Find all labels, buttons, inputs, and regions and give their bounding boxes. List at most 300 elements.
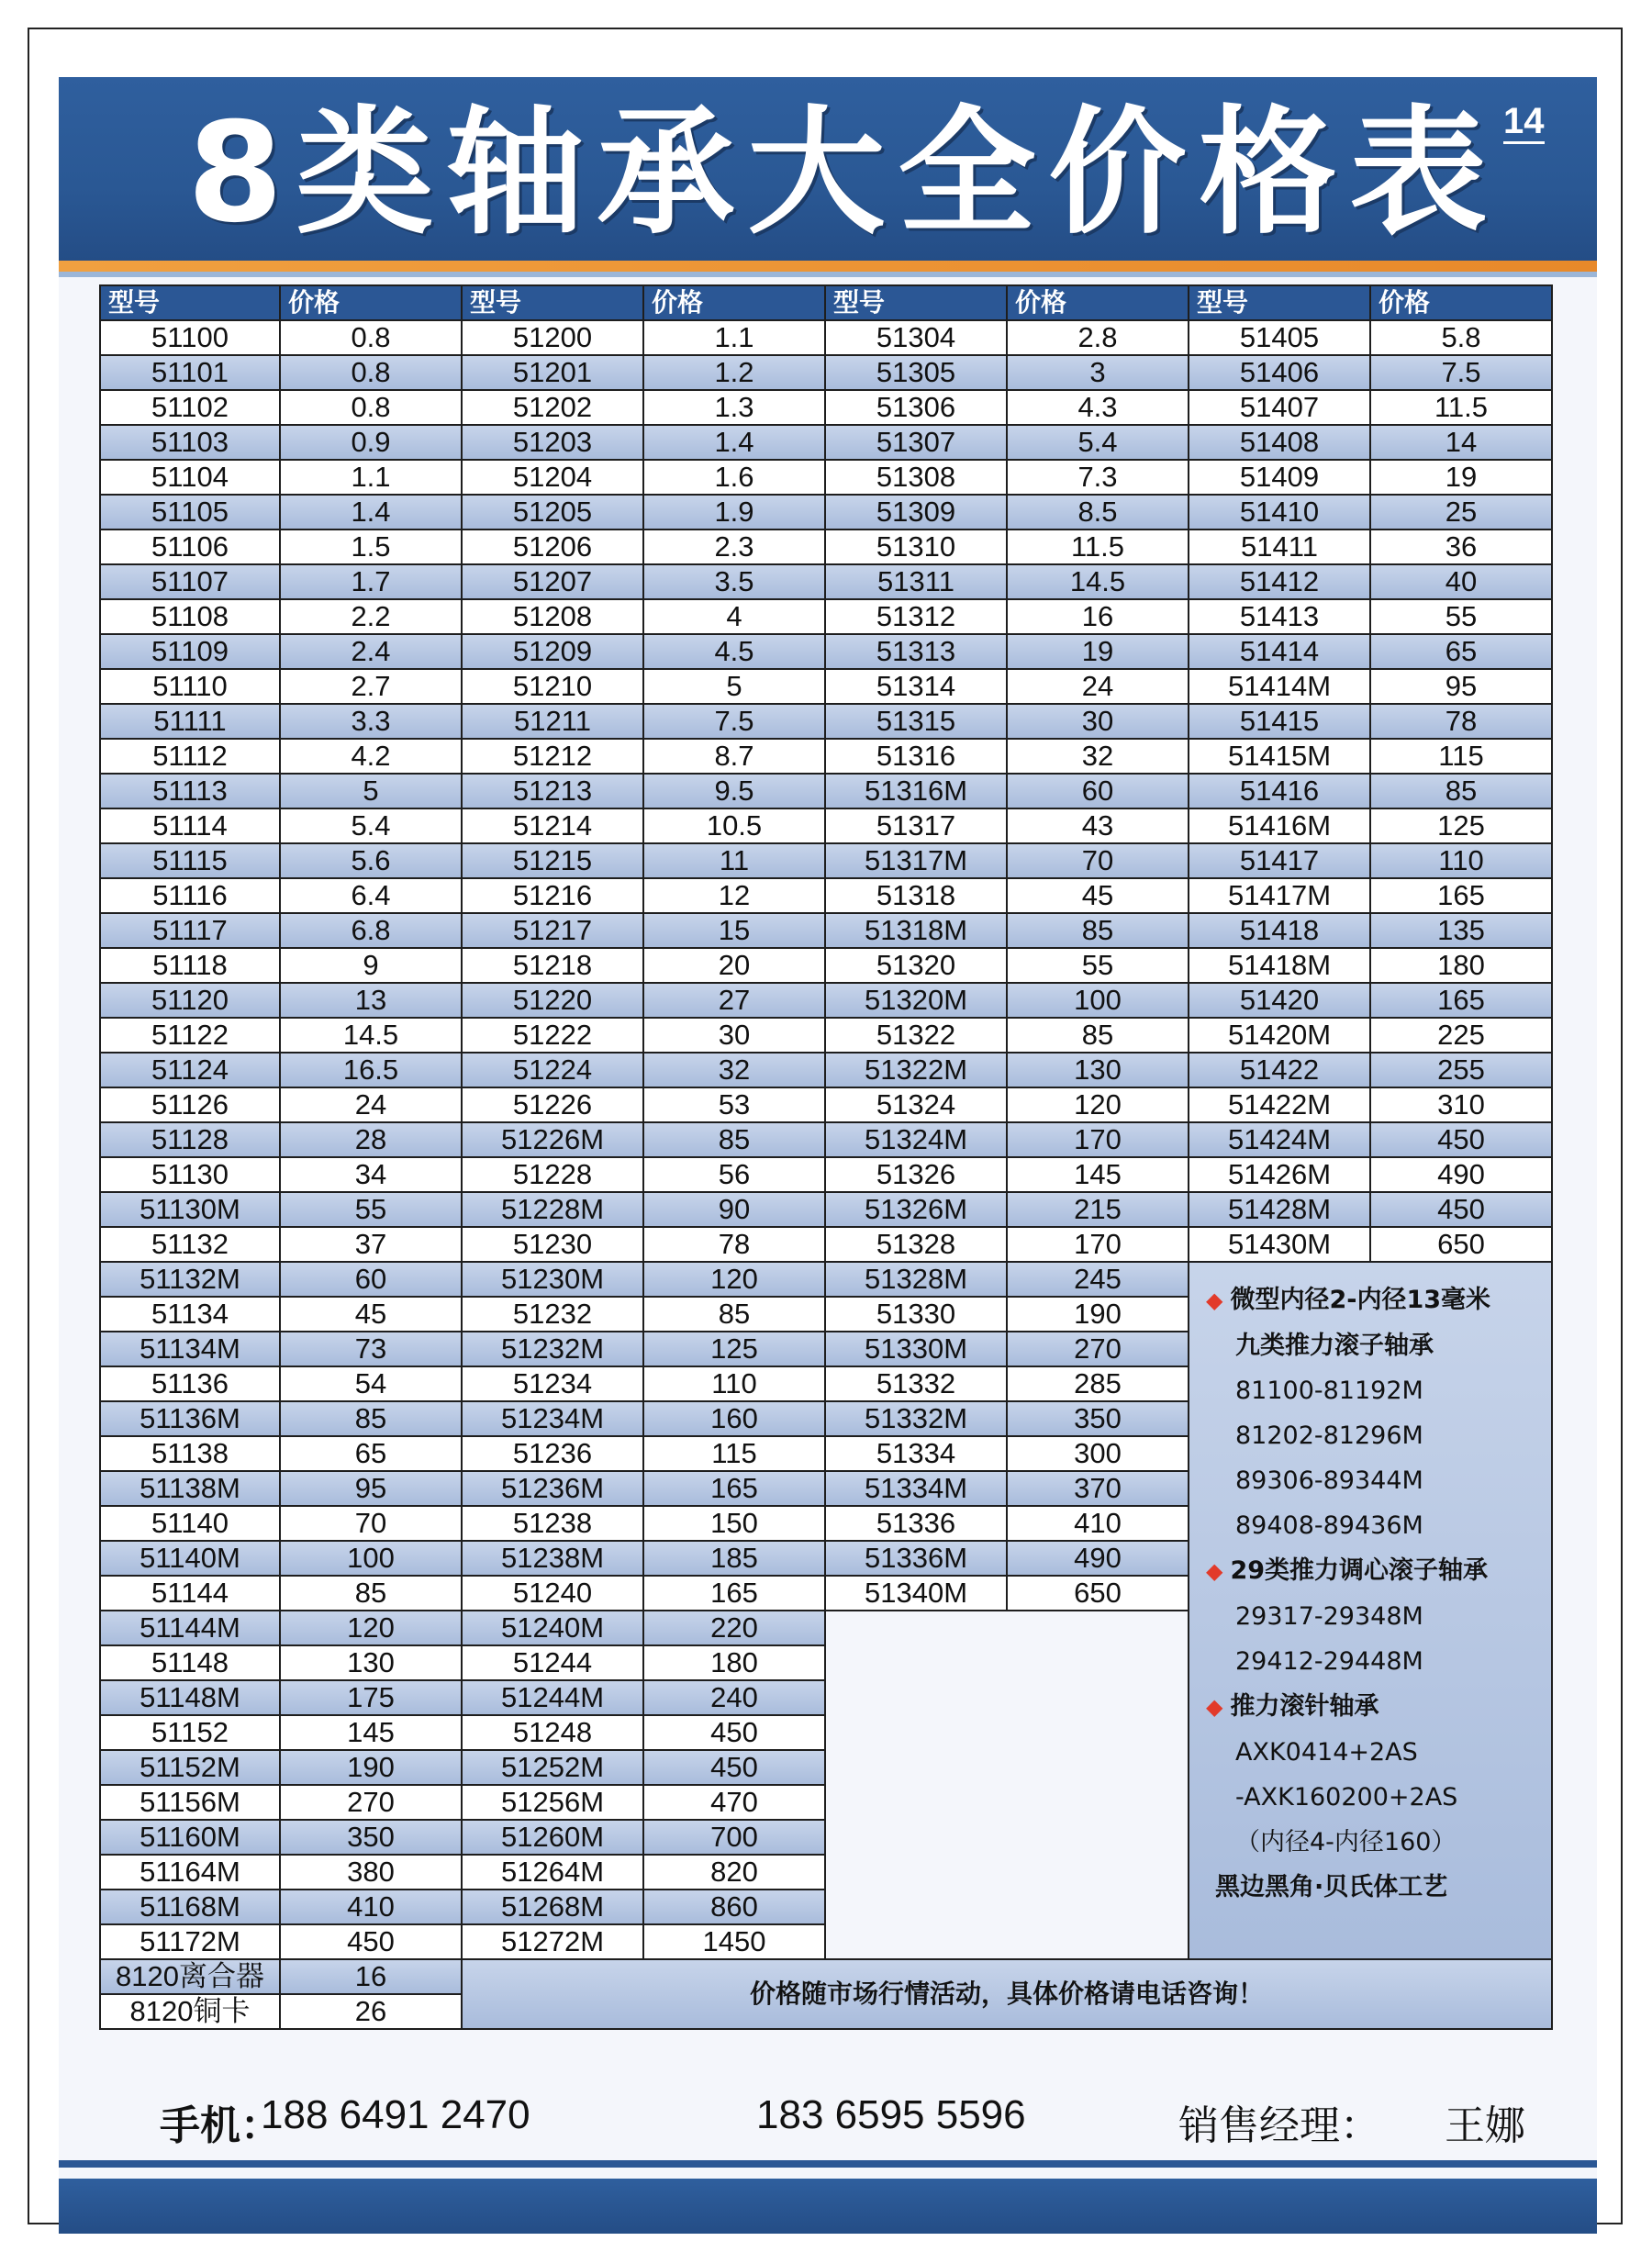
price-cell: 1.4 (643, 425, 825, 460)
price-cell: 24 (1007, 669, 1189, 704)
model-cell: 51232M (462, 1332, 643, 1366)
price-cell: 650 (1370, 1227, 1552, 1262)
price-cell: 16 (1007, 599, 1189, 634)
price-cell: 5.4 (280, 808, 462, 843)
model-cell: 51222 (462, 1018, 643, 1053)
price-cell: 100 (280, 1541, 462, 1576)
model-cell: 51107 (100, 564, 280, 599)
price-cell: 9 (280, 948, 462, 983)
price-cell: 45 (1007, 878, 1189, 913)
table-row (100, 1262, 1552, 1297)
price-cell: 1.2 (643, 355, 825, 390)
price-cell: 490 (1370, 1157, 1552, 1192)
model-cell: 51410 (1189, 495, 1370, 530)
price-cell: 5.6 (280, 843, 462, 878)
price-cell: 450 (643, 1750, 825, 1785)
model-cell: 51238M (462, 1541, 643, 1576)
price-cell: 0.9 (280, 425, 462, 460)
model-cell: 51113 (100, 774, 280, 808)
model-cell: 51230M (462, 1262, 643, 1297)
price-cell: 28 (280, 1122, 462, 1157)
model-cell: 51415 (1189, 704, 1370, 739)
notes-panel (1189, 1262, 1552, 1959)
price-cell: 180 (1370, 948, 1552, 983)
model-cell: 51408 (1189, 425, 1370, 460)
model-cell: 51110 (100, 669, 280, 704)
model-cell: 51420M (1189, 1018, 1370, 1053)
model-cell: 51317 (825, 808, 1007, 843)
price-cell: 2.2 (280, 599, 462, 634)
diamond-bullet-icon: ◆ (1206, 1288, 1223, 1313)
price-cell: 53 (643, 1087, 825, 1122)
model-cell: 51111 (100, 704, 280, 739)
price-cell: 175 (280, 1680, 462, 1715)
orange-stripe (59, 261, 1597, 272)
price-cell: 245 (1007, 1262, 1189, 1297)
contact-bar (160, 2092, 1591, 2147)
price-cell: 165 (643, 1576, 825, 1611)
price-cell: 11.5 (1007, 530, 1189, 564)
price-cell: 15 (643, 913, 825, 948)
price-cell: 5.4 (1007, 425, 1189, 460)
model-cell: 51130 (100, 1157, 280, 1192)
note-line: 89306-89344M (1235, 1466, 1423, 1495)
model-cell: 51422M (1189, 1087, 1370, 1122)
model-cell: 51240M (462, 1611, 643, 1645)
price-cell: 55 (280, 1192, 462, 1227)
note-line: （内径4-内径160） (1235, 1828, 1457, 1856)
note-line: AXK0414+2AS (1235, 1738, 1418, 1767)
header-price: 价格 (280, 285, 462, 320)
model-cell: 51105 (100, 495, 280, 530)
page-number: 14 (1503, 101, 1545, 144)
model-cell: 51307 (825, 425, 1007, 460)
model-cell: 51328M (825, 1262, 1007, 1297)
price-cell: 6.4 (280, 878, 462, 913)
model-cell: 51414 (1189, 634, 1370, 669)
model-cell: 51248 (462, 1715, 643, 1750)
price-cell: 700 (643, 1820, 825, 1855)
model-cell: 51330M (825, 1332, 1007, 1366)
model-cell: 51168M (100, 1890, 280, 1924)
model-cell: 51103 (100, 425, 280, 460)
diamond-bullet-icon: ◆ (1206, 1558, 1223, 1584)
price-cell: 190 (280, 1750, 462, 1785)
price-cell: 3 (1007, 355, 1189, 390)
price-cell: 110 (643, 1366, 825, 1401)
price-cell: 19 (1007, 634, 1189, 669)
model-cell: 51202 (462, 390, 643, 425)
price-cell: 350 (1007, 1401, 1189, 1436)
model-cell: 51144M (100, 1611, 280, 1645)
model-cell: 51115 (100, 843, 280, 878)
model-cell: 51104 (100, 460, 280, 495)
model-cell: 51206 (462, 530, 643, 564)
model-cell: 51136M (100, 1401, 280, 1436)
model-cell: 51126 (100, 1087, 280, 1122)
model-cell: 51218 (462, 948, 643, 983)
model-cell: 51238 (462, 1506, 643, 1541)
price-cell: 410 (280, 1890, 462, 1924)
model-cell: 51140 (100, 1506, 280, 1541)
model-cell: 51417 (1189, 843, 1370, 878)
price-cell: 55 (1007, 948, 1189, 983)
model-cell: 51309 (825, 495, 1007, 530)
price-cell: 54 (280, 1366, 462, 1401)
table-row (100, 913, 1552, 948)
model-cell: 51232 (462, 1297, 643, 1332)
price-cell: 490 (1007, 1541, 1189, 1576)
empty-block (825, 1611, 1189, 1959)
model-cell: 51138 (100, 1436, 280, 1471)
header-price: 价格 (643, 285, 825, 320)
price-cell: 7.5 (1370, 355, 1552, 390)
table-row (100, 495, 1552, 530)
price-cell: 14 (1370, 425, 1552, 460)
model-cell: 51420 (1189, 983, 1370, 1018)
model-cell: 51334 (825, 1436, 1007, 1471)
price-cell: 2.3 (643, 530, 825, 564)
price-cell: 410 (1007, 1506, 1189, 1541)
model-cell: 51416M (1189, 808, 1370, 843)
price-cell: 25 (1370, 495, 1552, 530)
model-cell: 51252M (462, 1750, 643, 1785)
model-cell: 51205 (462, 495, 643, 530)
price-cell: 215 (1007, 1192, 1189, 1227)
price-cell: 170 (1007, 1227, 1189, 1262)
price-cell: 285 (1007, 1366, 1189, 1401)
model-cell: 51216 (462, 878, 643, 913)
model-cell: 51120 (100, 983, 280, 1018)
manager-label: 销售经理： (1178, 2103, 1380, 2148)
price-cell: 0.8 (280, 320, 462, 355)
model-cell: 51118 (100, 948, 280, 983)
price-cell: 3.3 (280, 704, 462, 739)
model-cell: 51228M (462, 1192, 643, 1227)
price-disclaimer: 价格随市场行情活动，具体价格请电话咨询！ (462, 1959, 1552, 2029)
price-cell: 16 (280, 1959, 462, 1994)
model-cell: 51140M (100, 1541, 280, 1576)
price-cell: 4 (643, 599, 825, 634)
price-cell: 650 (1007, 1576, 1189, 1611)
price-cell: 115 (643, 1436, 825, 1471)
table-row (100, 808, 1552, 843)
model-cell: 51422 (1189, 1053, 1370, 1087)
model-cell: 51320M (825, 983, 1007, 1018)
price-cell: 45 (280, 1297, 462, 1332)
price-cell: 270 (280, 1785, 462, 1820)
price-cell: 2.8 (1007, 320, 1189, 355)
model-cell: 51320 (825, 948, 1007, 983)
model-cell: 51256M (462, 1785, 643, 1820)
price-cell: 300 (1007, 1436, 1189, 1471)
price-cell: 130 (280, 1645, 462, 1680)
note-line: 81202-81296M (1235, 1421, 1423, 1450)
model-cell: 51412 (1189, 564, 1370, 599)
model-cell: 51112 (100, 739, 280, 774)
model-cell: 51220 (462, 983, 643, 1018)
model-cell: 51417M (1189, 878, 1370, 913)
price-cell: 185 (643, 1541, 825, 1576)
price-cell: 34 (280, 1157, 462, 1192)
model-cell: 51415M (1189, 739, 1370, 774)
table-row (100, 1157, 1552, 1192)
price-cell: 450 (280, 1924, 462, 1959)
model-cell: 51224 (462, 1053, 643, 1087)
model-cell: 51208 (462, 599, 643, 634)
model-cell: 51244 (462, 1645, 643, 1680)
model-cell: 51326 (825, 1157, 1007, 1192)
model-cell: 51310 (825, 530, 1007, 564)
note-heading: 微型内径2-内径13毫米 (1230, 1286, 1491, 1314)
price-cell: 240 (643, 1680, 825, 1715)
price-cell: 70 (280, 1506, 462, 1541)
model-cell: 51204 (462, 460, 643, 495)
model-cell: 51134M (100, 1332, 280, 1366)
price-cell: 165 (643, 1471, 825, 1506)
model-cell: 51207 (462, 564, 643, 599)
table-row (100, 1087, 1552, 1122)
price-cell: 1.4 (280, 495, 462, 530)
price-cell: 56 (643, 1157, 825, 1192)
model-cell: 51424M (1189, 1122, 1370, 1157)
note-line: 89408-89436M (1235, 1511, 1423, 1540)
model-cell: 51164M (100, 1855, 280, 1890)
table-row (100, 460, 1552, 495)
title-banner (59, 77, 1597, 261)
model-cell: 51236 (462, 1436, 643, 1471)
price-cell: 115 (1370, 739, 1552, 774)
price-cell: 4.3 (1007, 390, 1189, 425)
table-row (100, 983, 1552, 1018)
phone-number-1[interactable]: 188 6491 2470 (261, 2092, 530, 2137)
table-row (100, 739, 1552, 774)
table-row (100, 1192, 1552, 1227)
price-cell: 0.8 (280, 355, 462, 390)
model-cell: 51203 (462, 425, 643, 460)
page-title: 8类轴承大全价格表 (187, 94, 1501, 253)
model-cell: 51322 (825, 1018, 1007, 1053)
bottom-band (59, 2179, 1597, 2234)
model-cell: 51405 (1189, 320, 1370, 355)
price-cell: 135 (1370, 913, 1552, 948)
price-cell: 95 (280, 1471, 462, 1506)
table-row (100, 1053, 1552, 1087)
model-cell: 51128 (100, 1122, 280, 1157)
model-cell: 51413 (1189, 599, 1370, 634)
header-model: 型号 (100, 285, 280, 320)
model-cell: 51209 (462, 634, 643, 669)
price-sheet (59, 77, 1597, 2179)
price-cell: 1.1 (280, 460, 462, 495)
model-cell: 51314 (825, 669, 1007, 704)
model-cell: 51324M (825, 1122, 1007, 1157)
price-cell: 73 (280, 1332, 462, 1366)
price-cell: 65 (1370, 634, 1552, 669)
model-cell: 51304 (825, 320, 1007, 355)
model-cell: 51268M (462, 1890, 643, 1924)
table-row (100, 355, 1552, 390)
model-cell: 51336 (825, 1506, 1007, 1541)
price-cell: 32 (643, 1053, 825, 1087)
model-cell: 51117 (100, 913, 280, 948)
model-cell: 51201 (462, 355, 643, 390)
model-cell: 51228 (462, 1157, 643, 1192)
price-cell: 7.5 (643, 704, 825, 739)
price-cell: 450 (643, 1715, 825, 1750)
bottom-rule (59, 2160, 1597, 2168)
price-cell: 27 (643, 983, 825, 1018)
price-cell: 450 (1370, 1122, 1552, 1157)
table-row (100, 948, 1552, 983)
model-cell: 51306 (825, 390, 1007, 425)
table-row (100, 564, 1552, 599)
price-cell: 165 (1370, 983, 1552, 1018)
model-cell: 51100 (100, 320, 280, 355)
price-cell: 85 (1370, 774, 1552, 808)
model-cell: 51211 (462, 704, 643, 739)
model-cell: 51315 (825, 704, 1007, 739)
price-cell: 85 (1007, 1018, 1189, 1053)
model-cell: 51212 (462, 739, 643, 774)
model-cell: 51234 (462, 1366, 643, 1401)
header-price: 价格 (1007, 285, 1189, 320)
model-cell: 51406 (1189, 355, 1370, 390)
price-cell: 19 (1370, 460, 1552, 495)
price-cell: 16.5 (280, 1053, 462, 1087)
note-heading: 29类推力调心滚子轴承 (1230, 1556, 1489, 1585)
price-cell: 60 (280, 1262, 462, 1297)
model-cell: 51116 (100, 878, 280, 913)
price-cell: 470 (643, 1785, 825, 1820)
model-cell: 51305 (825, 355, 1007, 390)
model-cell: 51308 (825, 460, 1007, 495)
phone-number-2[interactable]: 183 6595 5596 (756, 2092, 1026, 2137)
model-cell: 51236M (462, 1471, 643, 1506)
model-cell: 51215 (462, 843, 643, 878)
price-cell: 1.3 (643, 390, 825, 425)
price-cell: 40 (1370, 564, 1552, 599)
table-row (100, 320, 1552, 355)
price-table (99, 284, 1553, 2030)
model-cell: 51411 (1189, 530, 1370, 564)
model-cell: 51102 (100, 390, 280, 425)
header-model: 型号 (825, 285, 1007, 320)
header-model: 型号 (462, 285, 643, 320)
price-cell: 220 (643, 1611, 825, 1645)
table-row (100, 425, 1552, 460)
model-cell: 51426M (1189, 1157, 1370, 1192)
model-cell: 51313 (825, 634, 1007, 669)
model-cell: 51407 (1189, 390, 1370, 425)
table-row (100, 1227, 1552, 1262)
model-cell: 51317M (825, 843, 1007, 878)
price-cell: 130 (1007, 1053, 1189, 1087)
model-cell: 51172M (100, 1924, 280, 1959)
price-cell: 180 (643, 1645, 825, 1680)
price-cell: 85 (1007, 913, 1189, 948)
price-cell: 0.8 (280, 390, 462, 425)
model-cell: 51328 (825, 1227, 1007, 1262)
table-row (100, 669, 1552, 704)
price-cell: 1450 (643, 1924, 825, 1959)
model-cell: 51272M (462, 1924, 643, 1959)
header-price: 价格 (1370, 285, 1552, 320)
table-row (100, 774, 1552, 808)
model-cell: 51124 (100, 1053, 280, 1087)
price-cell: 3.5 (643, 564, 825, 599)
price-cell: 5 (643, 669, 825, 704)
price-cell: 30 (1007, 704, 1189, 739)
price-cell: 190 (1007, 1297, 1189, 1332)
model-cell: 51414M (1189, 669, 1370, 704)
model-cell: 51134 (100, 1297, 280, 1332)
model-cell: 51152M (100, 1750, 280, 1785)
price-cell: 820 (643, 1855, 825, 1890)
price-cell: 14.5 (280, 1018, 462, 1053)
model-cell: 51109 (100, 634, 280, 669)
price-cell: 125 (643, 1332, 825, 1366)
price-cell: 7.3 (1007, 460, 1189, 495)
price-cell: 78 (643, 1227, 825, 1262)
model-cell: 51200 (462, 320, 643, 355)
note-line: 九类推力滚子轴承 (1235, 1332, 1434, 1360)
model-cell: 51334M (825, 1471, 1007, 1506)
model-cell: 51318 (825, 878, 1007, 913)
note-line: 29412-29448M (1235, 1647, 1423, 1676)
price-cell: 26 (280, 1994, 462, 2029)
model-cell: 51264M (462, 1855, 643, 1890)
model-cell: 51340M (825, 1576, 1007, 1611)
price-cell: 120 (280, 1611, 462, 1645)
model-cell: 51230 (462, 1227, 643, 1262)
price-cell: 37 (280, 1227, 462, 1262)
table-row (100, 390, 1552, 425)
price-cell: 5.8 (1370, 320, 1552, 355)
model-cell: 51240 (462, 1576, 643, 1611)
model-cell: 51311 (825, 564, 1007, 599)
model-cell: 51108 (100, 599, 280, 634)
model-cell: 51130M (100, 1192, 280, 1227)
model-cell: 51332 (825, 1366, 1007, 1401)
price-cell: 270 (1007, 1332, 1189, 1366)
manager-name: 王娜 (1445, 2103, 1525, 2148)
price-cell: 150 (643, 1506, 825, 1541)
price-cell: 10.5 (643, 808, 825, 843)
model-cell: 51148M (100, 1680, 280, 1715)
model-cell: 51144 (100, 1576, 280, 1611)
model-cell: 51336M (825, 1541, 1007, 1576)
model-cell: 51409 (1189, 460, 1370, 495)
note-line: -AXK160200+2AS (1235, 1783, 1458, 1812)
price-cell: 8.5 (1007, 495, 1189, 530)
price-cell: 65 (280, 1436, 462, 1471)
table-row (100, 1959, 1552, 1994)
price-cell: 2.4 (280, 634, 462, 669)
price-cell: 1.5 (280, 530, 462, 564)
price-cell: 125 (1370, 808, 1552, 843)
model-cell: 51418 (1189, 913, 1370, 948)
price-cell: 120 (1007, 1087, 1189, 1122)
price-cell: 145 (1007, 1157, 1189, 1192)
price-cell: 43 (1007, 808, 1189, 843)
model-cell: 51234M (462, 1401, 643, 1436)
price-cell: 1.7 (280, 564, 462, 599)
note-line: 81100-81192M (1235, 1377, 1423, 1405)
price-cell: 60 (1007, 774, 1189, 808)
price-cell: 9.5 (643, 774, 825, 808)
note-line: 29317-29348M (1235, 1602, 1423, 1631)
